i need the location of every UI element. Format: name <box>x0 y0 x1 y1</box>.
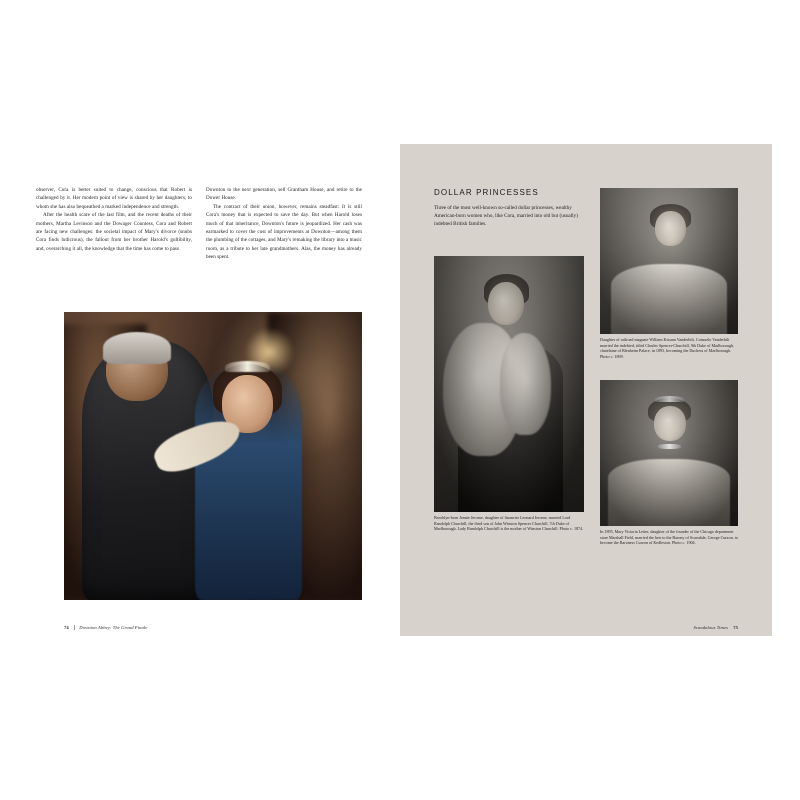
text-column-2 <box>206 186 362 262</box>
left-page <box>28 144 370 636</box>
paragraph: observer, Cora is better suited to change, conscious that Robert is challenged by it. Her modern point of view is shared by her daughters, to whom she has also bequeathed a marked independence and strength. <box>36 187 192 210</box>
footer-book-title: Downton Abbey: The Grand Finale <box>79 625 148 630</box>
right-page <box>400 144 772 636</box>
paragraph: Downton to the next generation, sell Grantham House, and retire to the Dower House. <box>206 187 362 202</box>
figure-caption: Brooklyn-born Jennie Jerome, daughter of financier Leonard Jerome, married Lord Randolph Churchill, the third son of John Winston Spencer Churchill, 7th Duke of Marlborough. Lady Randolph Churchill is the mother of Winston Churchill. Photo c. 1874. <box>434 515 584 532</box>
page-number-right: 75 <box>733 625 738 630</box>
photo-vignette <box>434 256 584 512</box>
mary-leiter-photo <box>600 380 738 526</box>
figure-jennie-jerome <box>434 256 584 532</box>
ballroom-dance-photo <box>64 312 362 600</box>
left-page-footer <box>64 625 147 630</box>
right-page-footer <box>693 625 738 630</box>
footer-divider <box>74 625 75 630</box>
paragraph: After the health scare of the last film, and the recent deaths of their mothers, Martha Levinson and the Dowager Countess, Cora and Robert are facing new challenges: the societal impact of Mary's divorce (snubs Cora finds ludicrous), the fallout from her brother Harold's gullibility, and, overarching it all, the knowledge that the time has come to pass <box>36 212 192 252</box>
figure-caption: Daughter of railroad magnate William Kissam Vanderbilt, Consuelo Vanderbilt married the indebted, titled Charles Spencer-Churchill, 9th Duke of Marlborough, chatelaine of Blenheim Palace, in 1895, becoming the Duchess of Marlborough. Photo c. 1899. <box>600 337 735 359</box>
page-number-left: 74 <box>64 625 69 630</box>
jennie-jerome-photo <box>434 256 584 512</box>
figure-consuelo-vanderbilt <box>600 188 738 359</box>
footer-chapter-title: Scandalous Times <box>693 625 728 630</box>
man-hair <box>103 332 172 364</box>
figure-caption: In 1895, Mary Victoria Leiter, daughter of the founder of the Chicago department store Marshall Field, married the heir to the Barony of Scarsdale, George Curzon, to become the Baroness Curzon of Kedleston. Photo c. 1904. <box>600 529 738 546</box>
section-intro: Three of the most well-known so-called dollar princesses, wealthy American-born women who, like Cora, married into old but (usually) indebted British families. <box>434 205 578 228</box>
tiara-icon <box>225 361 270 373</box>
photo-vignette <box>600 188 738 334</box>
consuelo-vanderbilt-photo <box>600 188 738 334</box>
paragraph: The contract of their union, however, remains steadfast: It is still Cora's money that is expected to save the day. But when Harold loses much of that inheritance, Downton's future is jeopardized. Her cash was earmarked to cover the cost of improvements at Downton—among them the plumbing of the cottages, and Mary's remaking the library into a music room, as a tribute to her late grandmothers. Alas, the money has already been spent. <box>206 203 362 261</box>
figure-mary-leiter <box>600 380 738 546</box>
photo-vignette <box>600 380 738 526</box>
left-page-text-columns <box>36 186 362 262</box>
text-column-1 <box>36 186 192 262</box>
section-title: DOLLAR PRINCESSES <box>434 188 539 197</box>
